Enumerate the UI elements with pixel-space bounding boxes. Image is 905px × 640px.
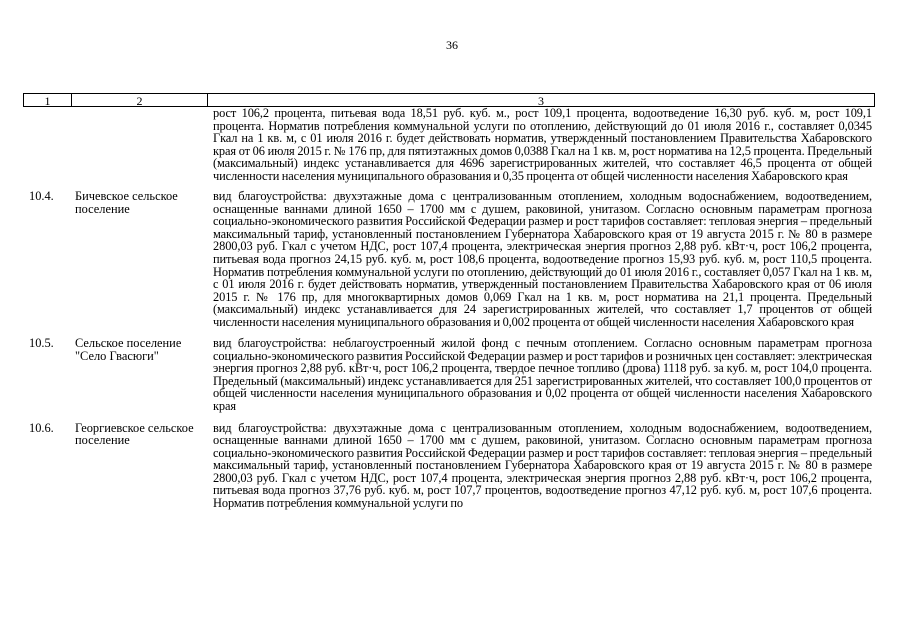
row-number-cell: 10.5. bbox=[29, 336, 54, 351]
table-body bbox=[23, 107, 875, 518]
row-name-cell: Георгиевское сельское поселение bbox=[75, 420, 194, 448]
row-number-cell bbox=[23, 107, 71, 182]
table-row bbox=[23, 337, 875, 412]
table-row bbox=[23, 422, 875, 510]
row-name-cell bbox=[71, 107, 207, 182]
column-header-3: 3 bbox=[538, 94, 544, 108]
table-row bbox=[23, 190, 875, 328]
row-description-cell: вид благоустройства: двухэтажные дома с централизованным отоплением, холодным водоснабжением, водоотведением, оснащенные ваннами длиной 1650 – 1700 мм с душем, раковиной, унитазом. Согласно основным параметрам прогноза социально-экономического развития Российской Федерации размер и рост тарифов составляет: тепловая энергия – предельный максимальный тариф, установленный постановлением Губернатора Хабаровского края от 19 августа 2015 г. № 80 в размере 2800,03 руб. Гкал с учетом НДС, рост 107,4 процента, электрическая энергия прогноз 2,88 руб. кВт·ч, рост 106,2 процента, питьевая вода прогноз 37,76 руб. куб. м, рост 107,7 процентов, водоотведение прогноз 47,12 руб. куб. м, рост 107,6 процента. Норматив потребления коммунальной услуги по bbox=[213, 420, 872, 510]
row-number-cell: 10.6. bbox=[29, 420, 54, 435]
row-name-cell: Бичевское сельское поселение bbox=[75, 189, 178, 216]
column-header-1: 1 bbox=[24, 94, 72, 106]
row-name-cell: Сельское поселение "Село Гвасюги" bbox=[75, 336, 182, 363]
column-header-2: 2 bbox=[72, 94, 208, 106]
row-number-cell: 10.4. bbox=[29, 189, 54, 204]
page-number: 36 bbox=[446, 38, 458, 52]
row-description-cell: вид благоустройства: неблагоустроенный жилой фонд с печным отоплением. Согласно основным параметрам прогноза социально-экономического развития Российской Федерации размер и рост тарифов и розничных цен составляет: электрическая энергия прогноз 2,88 руб. кВт·ч, рост 106,2 процента, твердое печное топливо (дрова) 1118 руб. за куб. м, рост 104,0 процента. Предельный (максимальный) индекс устанавливается для 251 зарегистрированных жителей, что составляет 100,0 процентов от общей численности населения муниципального образования и 0,02 процента от общей численности населения Хабаровского края bbox=[213, 336, 872, 414]
table-header-row bbox=[23, 93, 875, 107]
table-row-continuation bbox=[23, 107, 875, 182]
row-description-cell: вид благоустройства: двухэтажные дома с централизованным отоплением, холодным водоснабжением, водоотведением, оснащенные ваннами длиной 1650 – 1700 мм с душем, раковиной, унитазом. Согласно основным параметрам прогноза социально-экономического развития Российской Федерации размер и рост тарифов составляет: тепловая энергия – предельный максимальный тариф, установленный постановлением Губернатора Хабаровского края от 19 августа 2015 г. № 80 в размере 2800,03 руб. Гкал с учетом НДС, рост 107,4 процента, электрическая энергия прогноз 2,88 руб. кВт·ч, рост 106,2 процента, питьевая вода прогноз 24,15 руб. куб. м, рост 108,6 процента, водоотведение прогноз 15,93 руб. куб. м, рост 110,5 процента. Норматив потребления коммунальной услуги по отоплению, действующий до 01 июля 2016 г., составляет 0,057 Гкал на 1 кв. м, с 01 июля 2016 г. будет действовать норматив, утвержденный постановлением Правительства Хабаровского края от 06 июля 2015 г. № 176 пр, для многоквартирных домов 0,069 Гкал на 1 кв. м, рост норматива на 21,1 процента. Предельный (максимальный) индекс устанавливается для 24 зарегистрированных жителей, что составляет 1,7 процентов от общей численности населения муниципального образования и 0,002 процента от общей численности населения Хабаровского края bbox=[213, 189, 872, 329]
row-description-cell: рост 106,2 процента, питьевая вода 18,51 руб. куб. м., рост 109,1 процента, водоотведение 16,30 руб. куб. м, рост 109,1 процента. Норматив потребления коммунальной услуги по отоплению, действующий до 01 июля 2016 г., составляет 0,0345 Гкал на 1 кв. м, с 01 июля 2016 г. будет действовать норматив, утвержденный постановлением Правительства Хабаровского края от 06 июля 2015 г. № 176 пр, для пятиэтажных домов 0,0388 Гкал на 1 кв. м, рост норматива на 12,5 процента. Предельный (максимальный) индекс устанавливается для 4696 зарегистрированных жителей, что составляет 46,5 процента от общей численности населения муниципального образования и 0,35 процента от общей численности населения Хабаровского края bbox=[213, 106, 872, 183]
